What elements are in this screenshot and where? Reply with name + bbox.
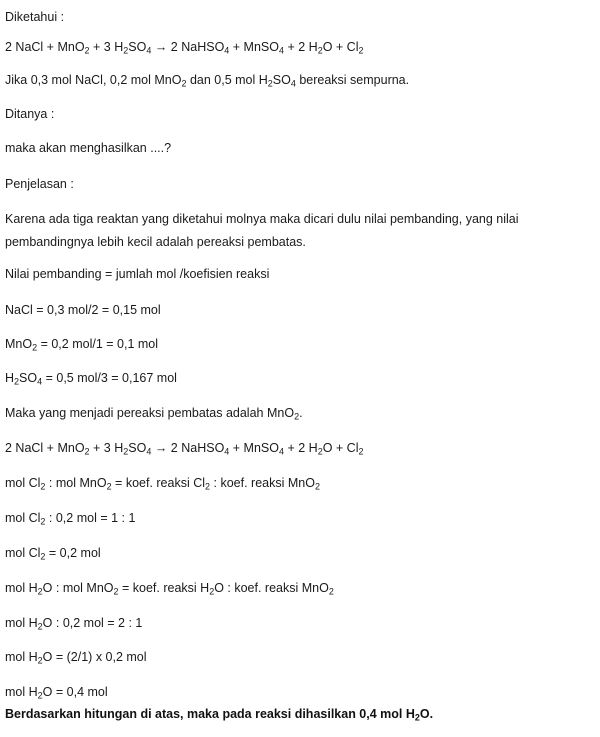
line-mol-cl2-ratio: mol $Cl_2$ : mol MnO$_2$ = koef. reaksi $Cl_2$ : koef. reaksi MnO$_2$ (5, 476, 320, 492)
line-ditanya: Ditanya : (5, 107, 55, 121)
line-karena: Karena ada tiga reaktan yang diketahui molnya maka dicari dulu nilai pembanding, yang nilai pembandingnya lebih kecil adalah pereaksi pembatas. (5, 212, 519, 249)
line-nilai-pembanding: Nilai pembanding = jumlah mol /koefisien reaksi (5, 267, 270, 281)
line-mol-h2o-02: mol $H_2O$ : 0,2 mol = 2 : 1 (5, 616, 143, 632)
line-eq2: 2 NaCl + MnO$_2$ + 3 $H_2SO_4 \to 2$ NaHSO$_4$ + MnSO$_4$ + 2 $H_2O + Cl_2$ (5, 441, 364, 457)
line-mol-cl2-result: mol $Cl_2 = 0,2$ mol (5, 546, 101, 562)
line-eq1: 2 NaCl + MnO$_2$ + 3 $H_2SO_4 \to 2$ NaHSO$_4$ + MnSO$_4$ + 2 $H_2O + Cl_2$ (5, 40, 364, 56)
line-h2so4: $H_2SO_4 = 0,5$ mol/3 = 0,167 mol (5, 371, 177, 387)
line-maka-akan: maka akan menghasilkan ....? (5, 141, 172, 155)
line-jika: Jika 0,3 mol NaCl, 0,2 mol MnO$_2$ dan 0,5 mol $H_2SO_4$ bereaksi sempurna. (5, 73, 410, 89)
line-maka-yang: Maka yang menjadi pereaksi pembatas adalah MnO$_2$. (5, 406, 303, 422)
line-kesimpulan: Berdasarkan hitungan di atas, maka pada reaksi dihasilkan 0,4 mol $H_2O$. (5, 707, 434, 723)
line-penjelasan: Penjelasan : (5, 177, 74, 191)
line-mol-cl2-02: mol $Cl_2$ : 0,2 mol = 1 : 1 (5, 511, 136, 527)
line-mol-h2o-calc: mol $H_2O = (2/1)$ x 0,2 mol (5, 650, 147, 666)
line-nacl: NaCl = 0,3 mol/2 = 0,15 mol (5, 303, 161, 317)
line-mno2: MnO$_2$ = 0,2 mol/1 = 0,1 mol (5, 337, 159, 353)
line-mol-h2o-result: mol $H_2O = 0,4$ mol (5, 685, 108, 701)
line-diketahui: Diketahui : (5, 10, 65, 24)
line-mol-h2o-ratio: mol $H_2O$ : mol MnO$_2$ = koef. reaksi $H_2O$ : koef. reaksi MnO$_2$ (5, 581, 334, 597)
